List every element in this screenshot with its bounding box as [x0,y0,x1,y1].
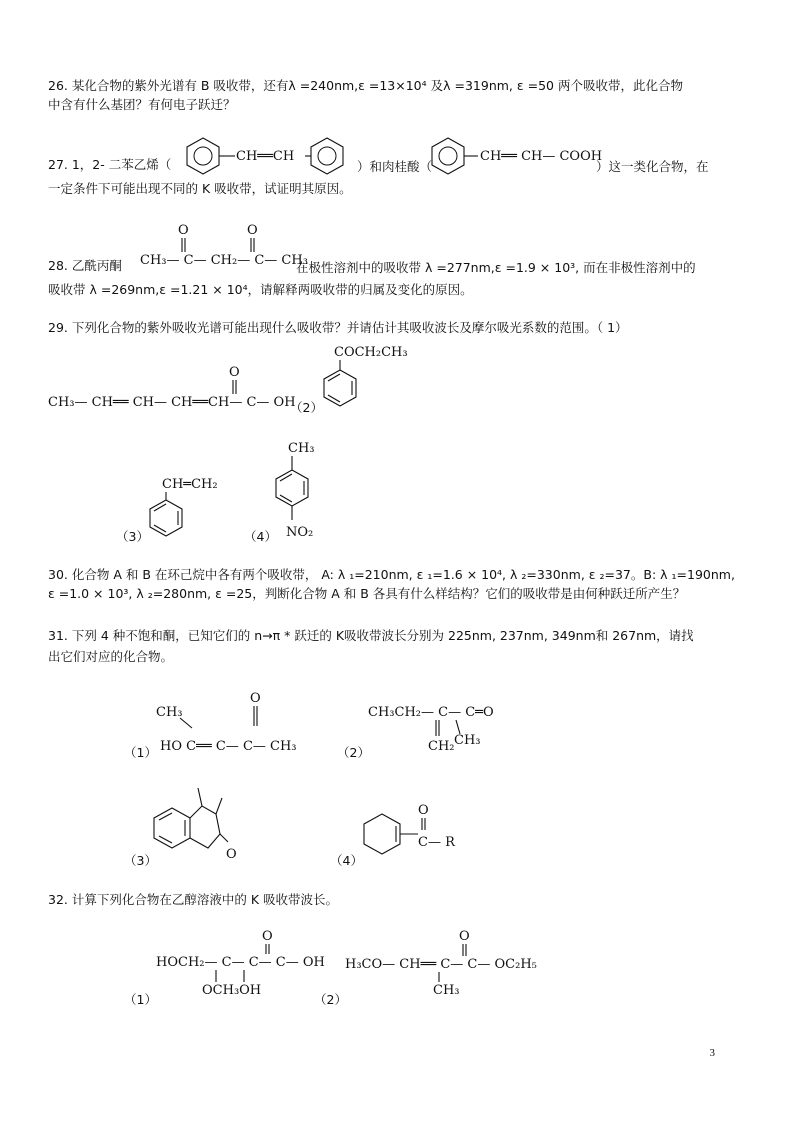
q31-structure-2 [368,694,498,760]
benzene-ring [150,500,182,536]
carbonyl-o-1: O [178,223,189,238]
hexadienoic-acid-formula: CH₃— CH══ CH— CH══CH— C— OH [48,395,296,410]
q27-suffix: ）这一类化合物，在 [596,159,709,174]
q31-label-4: （4） [330,853,363,868]
q27-line2: 一定条件下可能出现不同的 K 吸收带，试证明其原因。 [48,181,352,196]
cyclohexene-ring [364,814,400,854]
enol-ketone-formula: HO C══ C— C— CH₃ [160,739,297,754]
q30-line2: ε =1.0 × 10³, λ ₂=280nm, ε =25，判断化合物 A 和 B 各具有什么样结构？它们的吸收带是由何种跃迁所产生？ [48,586,686,601]
q29-label-4: （4） [244,529,277,544]
nitro-group: NO₂ [286,525,314,540]
methoxy-ester-formula: H₃CO— CH══ C— C— OC₂H₅ [345,957,537,972]
methoxy-hydroxy-substituents: OCH₃OH [202,983,262,998]
q31-label-1: （1） [124,745,157,760]
methylene-group: CH₂ [428,739,455,754]
q30-line1: 30. 化合物 A 和 B 在环己烷中各有两个吸收带， A: λ ₁=210nm, ε ₁=1.6 × 10⁴, λ ₂=330nm, ε ₂=37。B: λ ₁=190nm, [48,567,735,582]
hydroxy-acid-formula: HOCH₂— C— C— C— OH [156,955,325,970]
q31-line1: 31. 下列 4 种不饱和酮，已知它们的 n→π * 跃迁的 K吸收带波长分别为 225nm, 237nm, 349nm和 267nm，请找 [48,628,694,643]
q31-structure-1 [156,688,316,758]
q26-line1: 26. 某化合物的紫外光谱有 B 吸收带，还有λ =240nm,ε =13×10⁴ 及λ =319nm, ε =50 两个吸收带，此化合物 [48,78,683,93]
carbonyl-o: O [250,691,261,706]
q29-structure-4 [270,438,330,544]
benzene-ring [276,470,308,506]
q32-label-1: （1） [124,992,157,1007]
carbonyl-o: O [226,847,237,862]
q32-line1: 32. 计算下列化合物在乙醇溶液中的 K 吸收带波长。 [48,892,338,907]
cinnamic-acid-structure [428,134,603,178]
methyl-group: CH₃ [433,983,460,998]
q28-line2: 吸收带 λ =269nm,ε =1.21 × 10⁴，请解释两吸收带的归属及变化的原因。 [48,282,473,297]
q27-middle: ）和肉桂酸（ [357,159,433,174]
q32-structure-1 [156,926,325,998]
q29-label-2: （2） [290,400,323,415]
carbonyl-o: O [229,365,240,380]
q28-prefix: 28. 乙酰丙酮 [48,258,122,273]
q29-label-3: （3） [116,529,149,544]
benzene-ring-right [311,138,343,174]
carbonyl-o: O [459,929,470,944]
acetylacetone-structure [140,222,308,272]
stilbene-structure [183,134,353,178]
cinnamic-chain: CH══ CH— COOH [480,149,603,164]
propiophenone-substituent: COCH₂CH₃ [334,345,408,360]
q29-structure-1 [48,364,296,414]
q31-label-2: （2） [337,745,370,760]
methyl-group: CH₃ [454,733,481,748]
q29-structure-3 [148,472,228,540]
page-number: 3 [709,1047,715,1059]
methyl-group: CH₃ [156,705,183,720]
benzene-ring [432,138,464,174]
q28-text: 在极性溶剂中的吸收带 λ =277nm,ε =1.9 × 10³, 而在非极性溶剂中的 [296,260,696,275]
q31-label-3: （3） [124,853,157,868]
carbonyl-o: O [418,803,429,818]
styrene-substituent: CH═CH₂ [162,477,218,492]
benzene-ring [324,370,356,406]
q31-line2: 出它们对应的化合物。 [48,649,174,664]
q29-line1: 29. 下列化合物的紫外吸收光谱可能出现什么吸收带？并请估计其吸收波长及摩尔吸光系数的范围。（ 1） [48,320,628,335]
carbonyl-o-2: O [247,223,258,238]
acetylacetone-formula: CH₃— C— CH₂— C— CH₃ [140,253,308,268]
carbonyl-o: O [262,929,273,944]
benzene-ring-left [187,138,219,174]
q32-structure-2 [345,926,545,998]
acyl-r-group: C— R [418,835,455,850]
q27-prefix: 27. 1，2- 二苯乙烯（ [48,157,172,172]
ethyl-ketone-formula: CH₃CH₂— C— C═O [368,705,494,720]
q31-structure-3 [150,780,250,866]
stilbene-bridge: CH══CH [236,149,295,164]
q32-label-2: （2） [314,992,347,1007]
q26-line2: 中含有什么基团？有何电子跃迁？ [48,97,236,112]
methyl-group: CH₃ [288,441,315,456]
q31-structure-4 [360,802,470,862]
q29-structure-2 [320,342,430,414]
